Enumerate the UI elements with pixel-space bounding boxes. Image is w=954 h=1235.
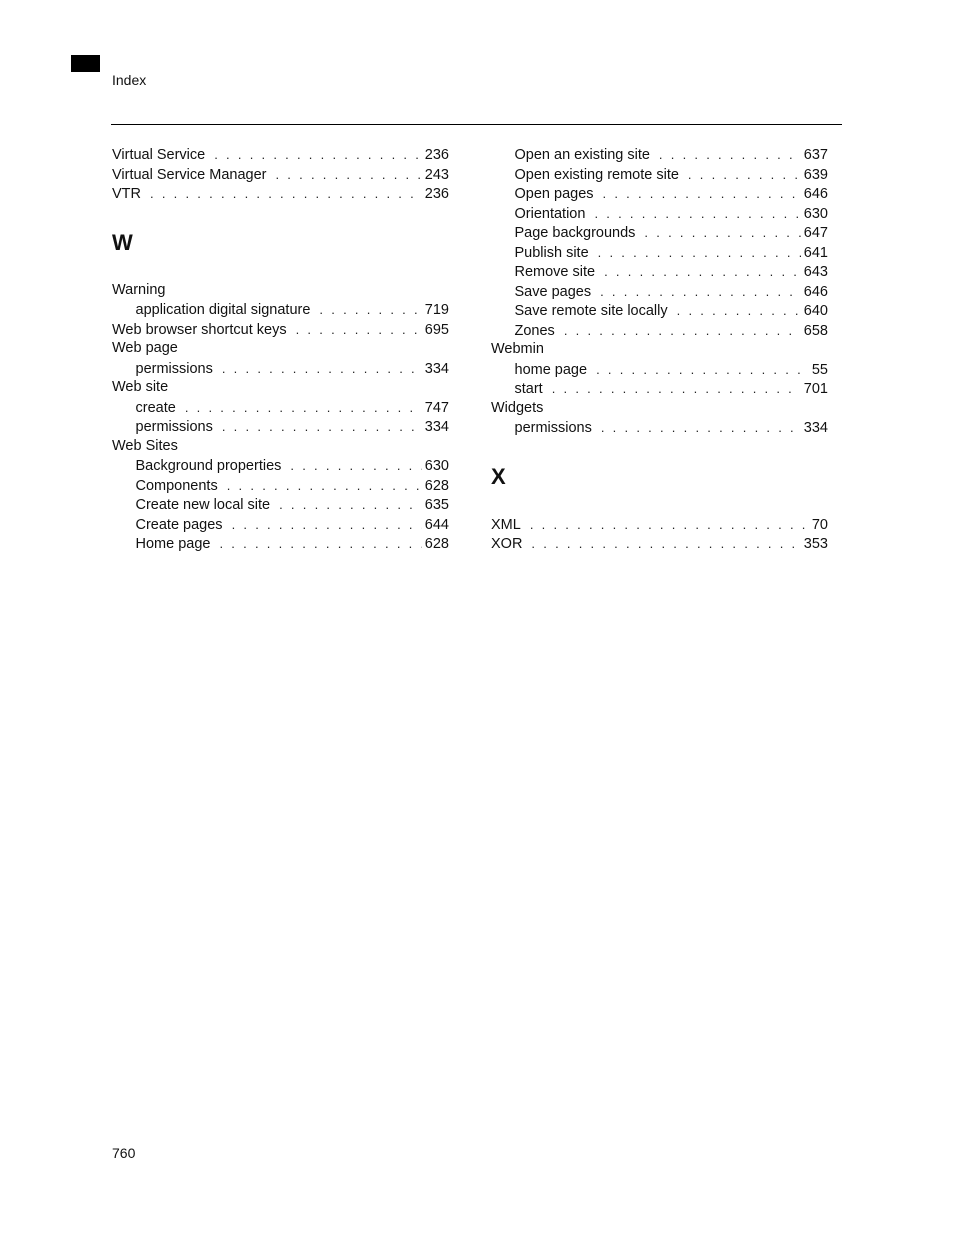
index-subentry (112, 534, 449, 554)
index-page-ref: 658 (803, 322, 828, 339)
index-entry (112, 320, 449, 340)
index-page-ref: 647 (803, 225, 828, 241)
dot-leader (688, 165, 801, 185)
index-term: Page backgrounds (514, 225, 636, 241)
index-term: Remove site (514, 264, 596, 280)
index-term: Create new local site (135, 497, 271, 513)
index-subentry (112, 495, 449, 515)
index-term: Widgets (491, 399, 544, 416)
dot-leader (227, 476, 422, 496)
dot-leader (290, 456, 421, 476)
index-entry (491, 399, 828, 419)
index-term: home page (514, 361, 588, 378)
index-entry (112, 339, 449, 359)
index-page-ref: 628 (424, 536, 449, 552)
index-subentry (491, 184, 828, 204)
dot-leader (232, 515, 422, 535)
index-term: Web page (112, 340, 178, 356)
index-page-ref: 644 (424, 516, 449, 533)
index-subentry (112, 300, 449, 320)
index-term: Open pages (514, 186, 594, 202)
dot-leader (603, 184, 801, 204)
index-subentry (112, 515, 449, 535)
index-page-ref: 630 (424, 458, 449, 474)
dot-leader (185, 398, 422, 418)
index-subentry (491, 243, 828, 263)
dot-leader (600, 282, 801, 302)
index-page-ref: 630 (803, 205, 828, 222)
index-term: Open an existing site (514, 147, 650, 163)
dot-leader (150, 184, 422, 204)
dot-leader (214, 145, 422, 165)
index-subentry (491, 379, 828, 399)
index-entry (491, 534, 828, 554)
dot-leader (677, 301, 801, 321)
index-term: permissions (135, 360, 213, 377)
index-term: Create pages (135, 516, 223, 533)
section-tab-marker (71, 55, 100, 72)
dot-leader (319, 300, 421, 320)
index-page-ref: 243 (424, 166, 449, 183)
index-page-ref: 641 (803, 244, 828, 261)
index-letter-heading: X (491, 463, 506, 489)
index-subentry (491, 360, 828, 380)
dot-leader (530, 515, 809, 535)
index-page-ref: 643 (803, 264, 828, 280)
index-subentry (112, 359, 449, 379)
index-page-ref: 628 (424, 477, 449, 494)
header-rule (111, 124, 842, 125)
index-term: permissions (514, 420, 592, 436)
index-page-ref: 334 (424, 419, 449, 435)
index-term: start (514, 381, 543, 397)
index-page-ref: 646 (803, 283, 828, 300)
index-term: Web Sites (112, 437, 178, 454)
index-entry (491, 515, 828, 535)
index-subentry (112, 417, 449, 437)
index-term: Virtual Service (112, 147, 206, 163)
index-term: Publish site (514, 244, 589, 261)
dot-leader (601, 418, 801, 438)
index-entry (112, 165, 449, 185)
dot-leader (552, 379, 801, 399)
index-term: XML (491, 516, 521, 533)
dot-leader (596, 360, 809, 380)
index-term: application digital signature (135, 302, 311, 318)
index-page-ref: 701 (803, 381, 828, 397)
index-subentry (491, 418, 828, 438)
dot-leader (531, 534, 800, 554)
index-page-ref: 635 (424, 497, 449, 513)
index-page-ref: 55 (811, 361, 828, 378)
index-term: Components (135, 477, 218, 494)
dot-leader (279, 495, 422, 515)
index-subentry (112, 476, 449, 496)
index-term: Web site (112, 379, 169, 395)
dot-leader (598, 243, 801, 263)
index-term: permissions (135, 419, 213, 435)
dot-leader (222, 359, 422, 379)
index-subentry (491, 223, 828, 243)
index-term: Home page (135, 536, 211, 552)
index-page-ref: 640 (803, 303, 828, 319)
index-page-ref: 747 (424, 399, 449, 416)
index-page-ref: 236 (424, 186, 449, 202)
index-page-ref: 236 (424, 147, 449, 163)
index-page-ref: 334 (803, 420, 828, 436)
index-page-ref: 639 (803, 166, 828, 183)
index-letter-heading: W (112, 229, 133, 255)
index-entry (491, 340, 828, 360)
index-term: Webmin (491, 341, 544, 357)
index-subentry (491, 165, 828, 185)
index-entry (112, 378, 449, 398)
index-term: Save remote site locally (514, 303, 668, 319)
running-head: Index (112, 72, 147, 88)
index-page-ref: 719 (424, 302, 449, 318)
index-page-ref: 70 (811, 516, 828, 533)
index-term: Background properties (135, 458, 282, 474)
index-entry (112, 281, 449, 301)
index-term: Zones (514, 322, 555, 339)
index-page-ref: 353 (803, 536, 828, 552)
index-subentry (491, 145, 828, 165)
index-term: Save pages (514, 283, 592, 300)
index-page-ref: 637 (803, 147, 828, 163)
index-subentry (491, 262, 828, 282)
index-term: Web browser shortcut keys (112, 321, 287, 338)
dot-leader (594, 204, 800, 224)
index-subentry (491, 204, 828, 224)
dot-leader (644, 223, 800, 243)
dot-leader (219, 534, 421, 554)
index-entry (112, 184, 449, 204)
index-column-left (112, 145, 449, 554)
index-term: Orientation (514, 205, 586, 222)
dot-leader (275, 165, 421, 185)
page-number: 760 (112, 1145, 136, 1161)
index-term: create (135, 399, 176, 416)
dot-leader (564, 321, 801, 341)
index-term: Open existing remote site (514, 166, 679, 183)
index-term: XOR (491, 536, 523, 552)
index-subentry (491, 282, 828, 302)
index-term: Warning (112, 281, 166, 298)
dot-leader (296, 320, 422, 340)
index-column-right (491, 145, 828, 554)
index-entry (112, 437, 449, 457)
dot-leader (604, 262, 801, 282)
index-subentry (112, 398, 449, 418)
dot-leader (222, 417, 422, 437)
index-term: VTR (112, 186, 141, 202)
index-subentry (491, 301, 828, 321)
index-entry (112, 145, 449, 165)
index-page-ref: 646 (803, 186, 828, 202)
index-term: Virtual Service Manager (112, 166, 267, 183)
index-subentry (112, 456, 449, 476)
dot-leader (659, 145, 801, 165)
index-subentry (491, 321, 828, 341)
index-page-ref: 695 (424, 321, 449, 338)
index-page-ref: 334 (424, 360, 449, 377)
